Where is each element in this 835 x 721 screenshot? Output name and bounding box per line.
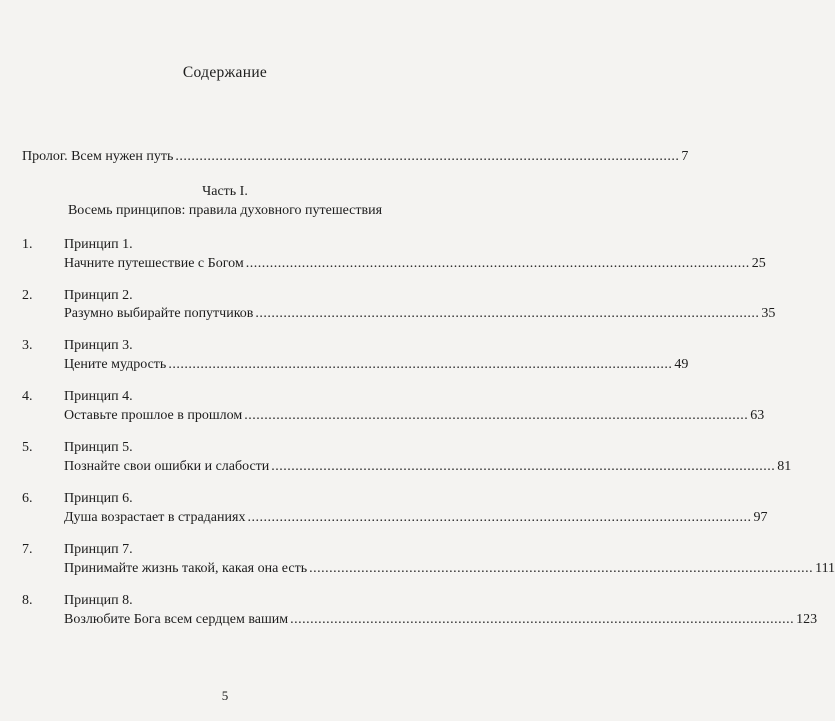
- entry-title: Принимайте жизнь такой, какая она есть: [64, 561, 308, 576]
- dot-leader: ..............................................................................................................................: [271, 459, 776, 474]
- toc-entry-principle-1: [64, 255, 766, 272]
- entry-title: Разумно выбирайте попутчиков: [64, 306, 254, 321]
- toc-entry-principle-6: [64, 509, 768, 526]
- entry-page: 111: [815, 561, 835, 576]
- entry-number: 6.: [22, 491, 33, 506]
- entry-number: 3.: [22, 338, 33, 353]
- toc-entry-principle-3: [64, 356, 689, 373]
- principle-name: Принцип 5.: [64, 440, 133, 455]
- entry-title: Возлюбите Бога всем сердцем вашим: [64, 612, 289, 627]
- principle-name: Принцип 2.: [64, 288, 133, 303]
- entry-number: 5.: [22, 440, 33, 455]
- entry-title: Оставьте прошлое в прошлом: [64, 408, 243, 423]
- toc-entry-prologue: [22, 148, 689, 165]
- dot-leader: ..............................................................................................................................: [247, 510, 752, 525]
- entry-number: 4.: [22, 389, 33, 404]
- part-subtitle: Восемь принципов: правила духовного путешествия: [67, 203, 383, 218]
- entry-number: 1.: [22, 237, 33, 252]
- entry-page: 97: [753, 510, 768, 525]
- dot-leader: ..............................................................................................................................: [309, 561, 814, 576]
- entry-title: Познайте свои ошибки и слабости: [64, 459, 270, 474]
- dot-leader: ..............................................................................................................................: [245, 256, 750, 271]
- entry-page: 35: [761, 306, 776, 321]
- entry-page: 123: [796, 612, 818, 627]
- entry-number: 7.: [22, 542, 33, 557]
- principle-name: Принцип 7.: [64, 542, 133, 557]
- toc-entry-principle-7: [64, 560, 835, 577]
- entry-number: 2.: [22, 288, 33, 303]
- entry-page: 7: [681, 149, 689, 164]
- entry-title: Начните путешествие с Богом: [64, 256, 244, 271]
- entry-title: Пролог. Всем нужен путь: [22, 149, 174, 164]
- principle-name: Принцип 8.: [64, 593, 133, 608]
- entry-page: 81: [777, 459, 792, 474]
- principle-name: Принцип 1.: [64, 237, 133, 252]
- entry-title: Душа возрастает в страданиях: [64, 510, 246, 525]
- part-heading: Часть I.: [202, 184, 248, 199]
- toc-title: Содержание: [182, 64, 268, 81]
- entry-page: 63: [750, 408, 765, 423]
- toc-entry-principle-5: [64, 458, 792, 475]
- entry-number: 8.: [22, 593, 33, 608]
- dot-leader: ..............................................................................................................................: [255, 306, 760, 321]
- dot-leader: ..............................................................................................................................: [244, 408, 749, 423]
- principle-name: Принцип 4.: [64, 389, 133, 404]
- entry-page: 49: [674, 357, 689, 372]
- dot-leader: ..............................................................................................................................: [175, 149, 680, 164]
- toc-entry-principle-8: [64, 611, 818, 628]
- entry-title: Цените мудрость: [64, 357, 167, 372]
- toc-entry-principle-4: [64, 407, 765, 424]
- principle-name: Принцип 3.: [64, 338, 133, 353]
- dot-leader: ..............................................................................................................................: [290, 612, 795, 627]
- principle-name: Принцип 6.: [64, 491, 133, 506]
- page-number: 5: [221, 688, 229, 703]
- dot-leader: ..............................................................................................................................: [168, 357, 673, 372]
- entry-page: 25: [751, 256, 766, 271]
- toc-entry-principle-2: [64, 305, 776, 322]
